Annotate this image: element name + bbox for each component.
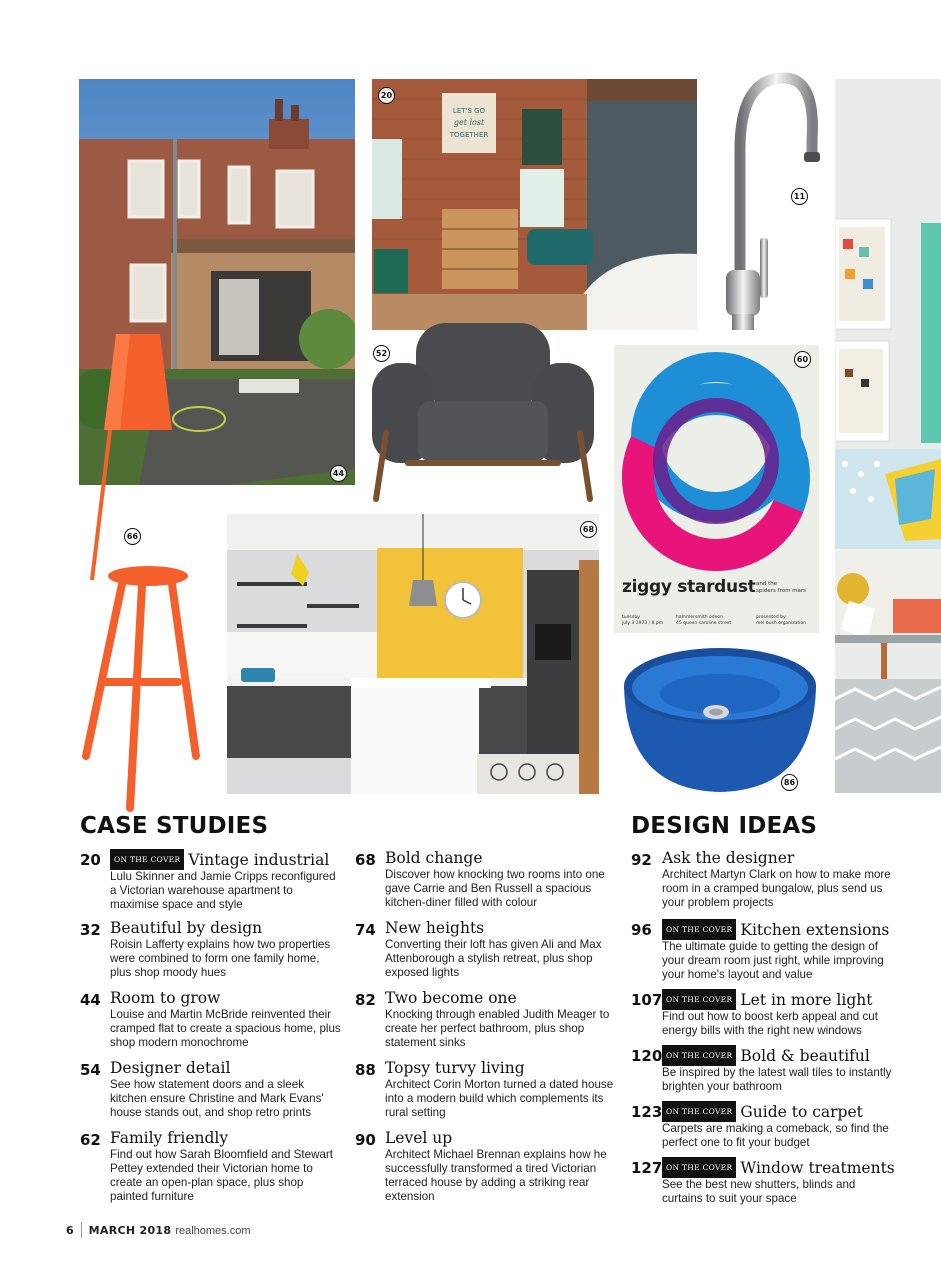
entry-description: Carpets are making a comeback, so find the perfect one to fit your budget	[662, 1122, 889, 1149]
sign-line1: LET'S GO	[452, 107, 486, 115]
entry-page-number: 123	[631, 1103, 663, 1121]
entry-title: Kitchen extensions	[740, 921, 890, 939]
entry-page-number: 96	[631, 921, 652, 939]
entry-title: Vintage industrial	[188, 851, 330, 869]
poster-date-line2: july 3 1973 / 8 pm	[622, 621, 664, 626]
sign-line3: TOGETHER	[449, 131, 489, 139]
entry-page-number: 92	[631, 851, 652, 869]
yellow-kitchen-illustration	[227, 514, 599, 794]
floor-lamp-photo	[80, 330, 210, 812]
kitchen-tap-illustration	[712, 70, 827, 335]
entry-title: Ask the designer	[662, 849, 795, 867]
entry-title: Beautiful by design	[110, 919, 263, 937]
sign-line2: get lost	[453, 118, 485, 127]
entry-description: Find out how Sarah Bloomfield and Stewart Pettey extended their Victorian home to create an open-plan space, plus shop painted furniture	[110, 1148, 333, 1203]
on-the-cover-badge: ON THE COVER	[110, 849, 184, 870]
poster-presenter-line1: presented by	[756, 615, 786, 620]
entry-page-number: 74	[355, 921, 376, 939]
entry-description: Louise and Martin McBride reinvented their cramped flat to create a spacious home, plus shop modern monochrome	[110, 1008, 341, 1049]
contents-entry[interactable]	[355, 849, 617, 910]
industrial-bedroom-illustration	[372, 79, 697, 330]
contents-entry[interactable]	[355, 919, 617, 980]
poster-date-line1: tuesday	[622, 615, 641, 620]
entry-title: Designer detail	[110, 1059, 231, 1077]
entry-description: Lulu Skinner and Jamie Cripps reconfigured a Victorian warehouse apartment to maximise space and style	[110, 870, 336, 911]
poster-title: ziggy stardust	[622, 577, 756, 597]
page-ref-badge[interactable]: 52	[373, 345, 390, 362]
blue-basin-illustration	[620, 642, 820, 794]
contents-entry[interactable]	[80, 849, 342, 912]
entry-title: Level up	[385, 1129, 453, 1147]
footer-divider	[81, 1222, 82, 1238]
entry-title: Family friendly	[110, 1129, 229, 1147]
blue-basin-photo	[620, 642, 820, 794]
website-link[interactable]: realhomes.com	[175, 1225, 251, 1237]
design-ideas-heading: DESIGN IDEAS	[631, 813, 818, 839]
entry-description: Architect Michael Brennan explains how he successfully transformed a tired Victorian terraced house by adding a striking rear extension	[385, 1148, 607, 1203]
issue-date: MARCH 2018	[88, 1224, 172, 1237]
industrial-bedroom-photo	[372, 79, 697, 330]
contents-entry[interactable]	[80, 1059, 342, 1120]
entry-title: Room to grow	[110, 989, 221, 1007]
contents-entry[interactable]	[80, 1129, 342, 1204]
on-the-cover-badge: ON THE COVER	[662, 989, 736, 1010]
contents-entry[interactable]	[631, 1045, 893, 1094]
entry-description: Be inspired by the latest wall tiles to instantly brighten your bathroom	[662, 1066, 892, 1093]
contents-entry[interactable]	[631, 849, 893, 910]
poster-venue-line2: 45 queen caroline street	[676, 621, 732, 626]
living-room-edge-photo	[835, 79, 941, 793]
page-ref-badge[interactable]: 60	[794, 351, 811, 368]
contents-entry[interactable]	[80, 989, 342, 1050]
entry-page-number: 54	[80, 1061, 101, 1079]
entry-page-number: 90	[355, 1131, 376, 1149]
entry-description: Roisin Lafferty explains how two properties were combined to form one family home, plus shop moody hues	[110, 938, 331, 979]
contents-entry[interactable]	[631, 989, 893, 1038]
entry-title: New heights	[385, 919, 485, 937]
entry-description: The ultimate guide to getting the design of your dream room just right, while improving your home's layout and value	[662, 940, 884, 981]
entry-title: Guide to carpet	[740, 1103, 863, 1121]
entry-description: Discover how knocking two rooms into one gave Carrie and Ben Russell a spacious kitchen-diner filled with colour	[385, 868, 605, 909]
floor-lamp-illustration	[80, 330, 210, 812]
page-ref-badge[interactable]: 66	[124, 528, 141, 545]
contents-entry[interactable]	[631, 1157, 893, 1206]
entry-page-number: 20	[80, 851, 101, 869]
yellow-kitchen-photo	[227, 514, 599, 794]
contents-entry[interactable]	[631, 919, 893, 982]
entry-description: Find out how to boost kerb appeal and cut energy bills with the right new windows	[662, 1010, 878, 1037]
entry-title: Window treatments	[740, 1159, 895, 1177]
entry-page-number: 88	[355, 1061, 376, 1079]
entry-page-number: 82	[355, 991, 376, 1009]
entry-page-number: 62	[80, 1131, 101, 1149]
ziggy-stardust-poster-photo	[614, 345, 819, 633]
entry-title: Topsy turvy living	[385, 1059, 525, 1077]
entry-page-number: 120	[631, 1047, 663, 1065]
on-the-cover-badge: ON THE COVER	[662, 919, 736, 940]
contents-entry[interactable]	[80, 919, 342, 980]
entry-description: See the best new shutters, blinds and curtains to suit your space	[662, 1178, 856, 1205]
entry-page-number: 127	[631, 1159, 663, 1177]
on-the-cover-badge: ON THE COVER	[662, 1045, 736, 1066]
poster-presenter-line2: mel bush organization	[756, 621, 807, 626]
entry-description: Converting their loft has given Ali and Max Attenborough a stylish retreat, plus shop exposed lights	[385, 938, 602, 979]
entry-page-number: 32	[80, 921, 101, 939]
entry-description: Architect Martyn Clark on how to make more room in a cramped bungalow, plus send us your problem projects	[662, 868, 891, 909]
entry-title: Two become one	[385, 989, 517, 1007]
page-ref-badge[interactable]: 11	[791, 188, 808, 205]
on-the-cover-badge: ON THE COVER	[662, 1157, 736, 1178]
page-ref-badge[interactable]: 86	[781, 774, 798, 791]
armchair-illustration	[368, 323, 598, 503]
armchair-photo	[368, 323, 598, 503]
entry-page-number: 44	[80, 991, 101, 1009]
entry-title: Let in more light	[740, 991, 873, 1009]
living-room-illustration	[835, 79, 941, 793]
entry-description: See how statement doors and a sleek kitchen ensure Christine and Mark Evans' house stands out, and shop retro prints	[110, 1078, 324, 1119]
page-ref-badge[interactable]: 44	[330, 465, 347, 482]
contents-entry[interactable]	[355, 1059, 617, 1120]
entry-title: Bold & beautiful	[740, 1047, 870, 1065]
contents-entry[interactable]	[355, 1129, 617, 1204]
poster-venue-line1: hammersmith odeon	[676, 615, 724, 620]
poster-subtitle-line1: and the	[756, 581, 778, 587]
page-ref-badge[interactable]: 68	[580, 521, 597, 538]
entry-description: Architect Corin Morton turned a dated house into a modern build which complements its rural setting	[385, 1078, 614, 1119]
kitchen-tap-photo	[712, 70, 827, 335]
entry-page-number: 68	[355, 851, 376, 869]
poster-subtitle-line2: spiders from mars	[756, 588, 807, 594]
on-the-cover-badge: ON THE COVER	[662, 1101, 736, 1122]
page-ref-badge[interactable]: 20	[378, 87, 395, 104]
page-footer	[66, 1222, 251, 1238]
entry-page-number: 107	[631, 991, 663, 1009]
contents-entry[interactable]	[631, 1101, 893, 1150]
page-number: 6	[66, 1224, 74, 1237]
entry-description: Knocking through enabled Judith Meager to create her perfect bathroom, plus shop statement sinks	[385, 1008, 610, 1049]
entry-title: Bold change	[385, 849, 483, 867]
case-studies-heading: CASE STUDIES	[80, 813, 269, 839]
contents-entry[interactable]	[355, 989, 617, 1050]
